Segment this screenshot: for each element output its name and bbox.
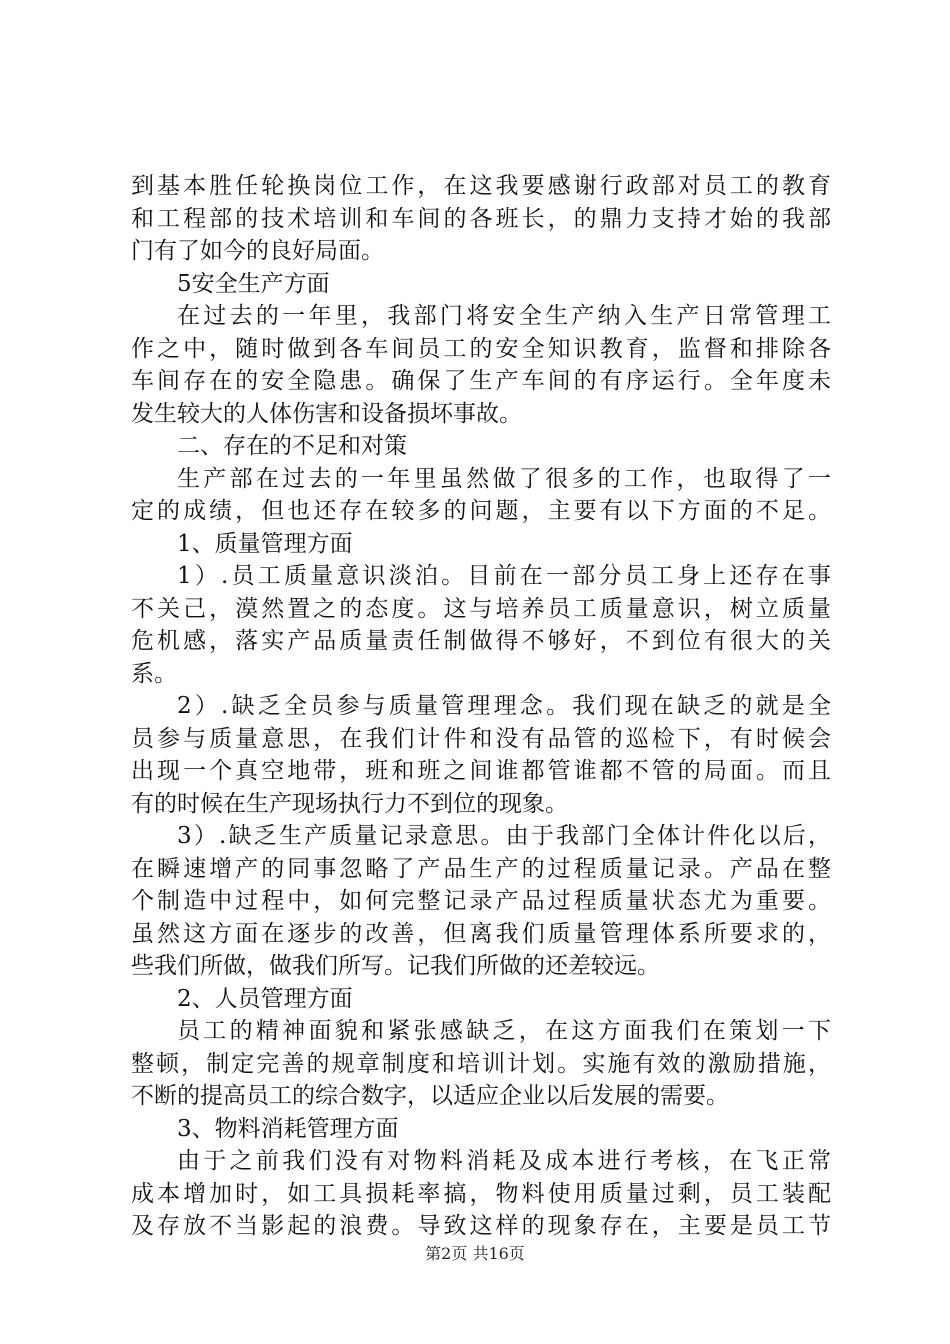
text-line: 及存放不当影起的浪费。导致这样的现象存在，主要是员工节 (131, 1213, 831, 1239)
text-line: 1）.员工质量意识淡泊。目前在一部分员工身上还存在事 (177, 563, 831, 589)
text-line: 2、人员管理方面 (177, 985, 353, 1012)
page-footer: 第2页 共16页 (425, 1244, 525, 1263)
text-line: 生产部在过去的一年里虽然做了很多的工作，也取得了一 (177, 465, 831, 492)
text-line: 有的时候在生产现场执行力不到位的现象。 (131, 790, 568, 817)
text-line: 3）.缺乏生产质量记录意思。由于我部门全体计件化以后， (177, 823, 831, 849)
text-line: 员工的精神面貌和紧张感缺乏，在这方面我们在策划一下 (177, 1018, 831, 1044)
text-line: 1、质量管理方面 (177, 530, 353, 557)
text-line: 些我们所做，做我们所写。记我们所做的还差较远。 (131, 953, 660, 979)
text-line: 二、存在的不足和对策 (177, 433, 407, 459)
text-line: 不断的提高员工的综合数字，以适应企业以后发展的需要。 (131, 1083, 729, 1109)
text-line: 3、物料消耗管理方面 (177, 1115, 399, 1142)
text-line: 员参与质量意思，在我们计件和没有品管的巡检下，有时候会 (131, 725, 831, 752)
text-line: 定的成绩，但也还存在较多的问题，主要有以下方面的不足。 (131, 498, 831, 524)
text-line: 在瞬速增产的同事忽略了产品生产的过程质量记录。产品在整 (131, 855, 831, 882)
text-line: 门有了如今的良好局面。 (131, 238, 384, 264)
text-line: 车间存在的安全隐患。确保了生产车间的有序运行。全年度未 (131, 368, 831, 394)
text-line: 在过去的一年里，我部门将安全生产纳入生产日常管理工 (177, 303, 831, 329)
text-line: 到基本胜任轮换岗位工作，在这我要感谢行政部对员工的教育 (131, 173, 831, 199)
text-line: 不关己，漠然置之的态度。这与培养员工质量意识，树立质量 (131, 595, 831, 622)
text-line: 由于之前我们没有对物料消耗及成本进行考核，在飞正常 (177, 1148, 831, 1174)
text-line: 5安全生产方面 (177, 270, 330, 297)
text-line: 个制造中过程中，如何完整记录产品过程质量状态尤为重要。 (131, 888, 831, 914)
text-line: 整顿，制定完善的规章制度和培训计划。实施有效的激励措施， (131, 1050, 831, 1077)
text-line: 出现一个真空地带，班和班之间谁都管谁都不管的局面。而且 (131, 758, 831, 784)
text-line: 虽然这方面在逐步的改善，但离我们质量管理体系所要求的， (131, 920, 831, 947)
text-line: 作之中，随时做到各车间员工的安全知识教育，监督和排除各 (131, 335, 831, 362)
text-line: 发生较大的人体伤害和设备损坏事故。 (131, 400, 522, 427)
document-body (131, 170, 831, 1243)
text-line: 2）.缺乏全员参与质量管理理念。我们现在缺乏的就是全 (177, 693, 831, 719)
text-line: 和工程部的技术培训和车间的各班长，的鼎力支持才始的我部 (131, 205, 831, 232)
text-line: 系。 (131, 660, 177, 687)
text-line: 成本增加时，如工具损耗率搞，物料使用质量过剩，员工装配 (131, 1180, 831, 1207)
text-line: 危机感，落实产品质量责任制做得不够好，不到位有很大的关 (131, 628, 831, 654)
